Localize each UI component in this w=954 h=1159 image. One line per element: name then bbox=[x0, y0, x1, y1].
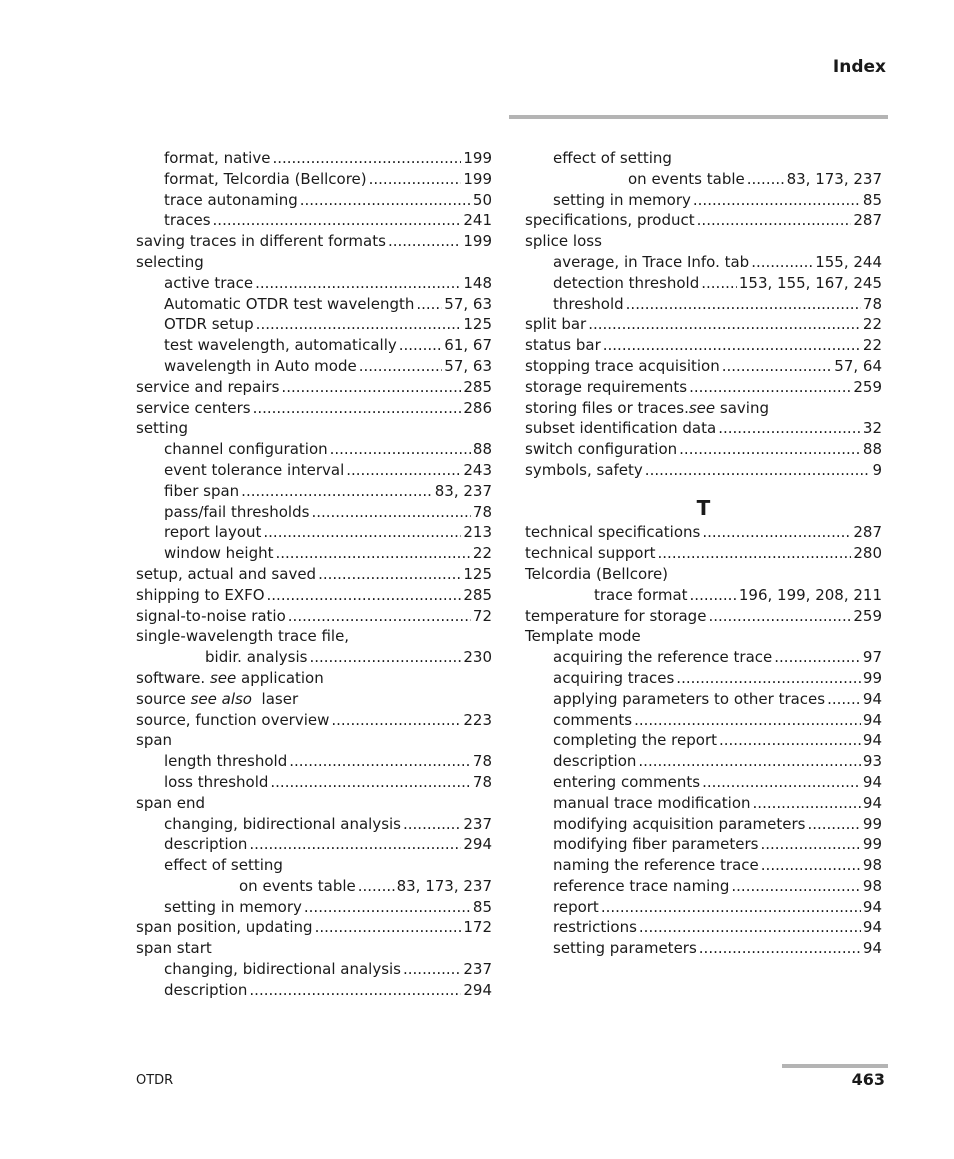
dot-leader bbox=[701, 273, 737, 294]
index-term: manual trace modification bbox=[553, 793, 751, 812]
index-term: pass/fail thresholds bbox=[164, 502, 310, 521]
index-entry bbox=[525, 398, 882, 419]
index-entry bbox=[136, 917, 492, 938]
index-entry bbox=[525, 772, 882, 793]
index-entry bbox=[136, 814, 492, 835]
index-page-reference[interactable]: 88 bbox=[862, 440, 882, 459]
index-entry bbox=[136, 980, 492, 1001]
dot-leader bbox=[256, 314, 462, 335]
index-page-reference[interactable]: 294 bbox=[463, 835, 492, 854]
dot-leader bbox=[267, 585, 462, 606]
index-entry bbox=[136, 273, 492, 294]
dot-leader bbox=[747, 169, 785, 190]
index-term: shipping to EXFO bbox=[136, 585, 265, 604]
index-term: on events table bbox=[628, 169, 745, 188]
dot-leader bbox=[634, 710, 861, 731]
index-term: bidir. analysis bbox=[205, 648, 308, 667]
index-term: description bbox=[164, 835, 248, 854]
index-entry bbox=[525, 689, 882, 710]
index-page-reference[interactable]: 155, 244 bbox=[815, 252, 882, 271]
index-term: signal-to-noise ratio bbox=[136, 606, 286, 625]
index-entry bbox=[525, 190, 882, 211]
index-page-reference[interactable]: 241 bbox=[463, 211, 492, 230]
dot-leader bbox=[588, 314, 861, 335]
dot-leader bbox=[708, 606, 851, 627]
index-term: reference trace naming bbox=[553, 876, 730, 895]
dot-leader bbox=[697, 210, 852, 231]
index-term: setting in memory bbox=[164, 897, 302, 916]
index-page-reference[interactable]: 85 bbox=[862, 190, 882, 209]
index-term: selecting bbox=[136, 252, 204, 271]
index-term: setting bbox=[136, 419, 189, 438]
index-page-reference[interactable]: 243 bbox=[463, 460, 492, 479]
footer-product-name: OTDR bbox=[136, 1073, 174, 1088]
index-page-reference[interactable]: 22 bbox=[472, 544, 492, 563]
index-page-reference[interactable]: 280 bbox=[853, 544, 882, 563]
index-page-reference[interactable]: 285 bbox=[463, 377, 492, 396]
index-term: restrictions bbox=[553, 918, 637, 937]
index-term: trace format bbox=[594, 585, 688, 604]
index-page-reference[interactable]: 99 bbox=[862, 814, 882, 833]
index-term: entering comments bbox=[553, 772, 701, 791]
index-term: wavelength in Auto mode bbox=[164, 356, 357, 375]
index-entry bbox=[136, 210, 492, 231]
index-entry bbox=[136, 252, 492, 273]
index-entry bbox=[525, 335, 882, 356]
index-page-reference[interactable]: 94 bbox=[862, 731, 882, 750]
index-entry bbox=[525, 730, 882, 751]
index-entry bbox=[525, 439, 882, 460]
index-entry bbox=[136, 418, 492, 439]
index-page-reference[interactable]: 94 bbox=[862, 772, 882, 791]
index-page-reference[interactable]: 57, 63 bbox=[444, 356, 492, 375]
dot-leader bbox=[403, 814, 461, 835]
index-entry bbox=[136, 793, 492, 814]
index-term: naming the reference trace bbox=[553, 856, 759, 875]
index-entry bbox=[525, 585, 882, 606]
index-term: storing files or traces. bbox=[525, 398, 689, 417]
dot-leader bbox=[827, 689, 861, 710]
index-page-reference[interactable]: 230 bbox=[463, 648, 492, 667]
dot-leader bbox=[719, 730, 861, 751]
index-entry bbox=[136, 834, 492, 855]
index-entry bbox=[525, 564, 882, 585]
dot-leader bbox=[315, 917, 462, 938]
index-page-reference[interactable]: 78 bbox=[472, 772, 492, 791]
index-term: channel configuration bbox=[164, 440, 328, 459]
dot-leader bbox=[311, 502, 470, 523]
index-term: span position, updating bbox=[136, 918, 313, 937]
index-term: fiber span bbox=[164, 481, 240, 500]
dot-leader bbox=[249, 834, 461, 855]
index-entry bbox=[525, 543, 882, 564]
dot-leader bbox=[403, 959, 461, 980]
index-term: traces bbox=[164, 211, 211, 230]
dot-leader bbox=[731, 876, 861, 897]
index-entry bbox=[136, 522, 492, 543]
dot-leader bbox=[330, 439, 471, 460]
index-column-right bbox=[525, 148, 882, 959]
dot-leader bbox=[255, 273, 461, 294]
index-term: symbols, safety bbox=[525, 460, 643, 479]
index-term: format, Telcordia (Bellcore) bbox=[164, 169, 367, 188]
index-term: active trace bbox=[164, 273, 254, 292]
dot-leader bbox=[693, 190, 861, 211]
index-term: on events table bbox=[239, 876, 356, 895]
index-entry bbox=[136, 564, 492, 585]
index-page-reference[interactable]: 98 bbox=[862, 876, 882, 895]
index-term: technical specifications bbox=[525, 523, 701, 542]
header-rule bbox=[509, 115, 888, 119]
dot-leader bbox=[270, 772, 471, 793]
page-header-title: Index bbox=[832, 57, 886, 77]
index-term: single-wavelength trace file, bbox=[136, 627, 350, 646]
index-letter-heading: T bbox=[696, 495, 711, 520]
index-term: description bbox=[164, 980, 248, 999]
index-entry bbox=[136, 543, 492, 564]
index-term: threshold bbox=[553, 294, 624, 313]
index-entry bbox=[136, 481, 492, 502]
index-term: saving traces in different formats bbox=[136, 232, 386, 251]
dot-leader bbox=[304, 897, 471, 918]
index-entry bbox=[136, 398, 492, 419]
dot-leader bbox=[679, 439, 861, 460]
index-cross-reference: see bbox=[688, 398, 716, 417]
index-entry bbox=[136, 647, 492, 668]
dot-leader bbox=[658, 543, 852, 564]
index-page-reference[interactable]: 223 bbox=[463, 710, 492, 729]
index-term: span end bbox=[136, 793, 206, 812]
index-entry bbox=[525, 169, 882, 190]
index-entry bbox=[525, 606, 882, 627]
index-entry bbox=[136, 689, 492, 710]
index-entry bbox=[136, 314, 492, 335]
index-page-reference[interactable]: 9 bbox=[872, 460, 882, 479]
index-page-reference[interactable]: 78 bbox=[472, 752, 492, 771]
index-entry bbox=[525, 460, 882, 481]
index-term: splice loss bbox=[525, 232, 602, 251]
dot-leader bbox=[416, 294, 442, 315]
index-entry bbox=[525, 897, 882, 918]
index-entry bbox=[525, 273, 882, 294]
index-term: comments bbox=[553, 710, 633, 729]
index-entry bbox=[136, 855, 492, 876]
index-entry bbox=[136, 730, 492, 751]
dot-leader bbox=[358, 876, 395, 897]
dot-leader bbox=[289, 751, 471, 772]
index-term: span start bbox=[136, 939, 212, 958]
index-page-reference[interactable]: 199 bbox=[463, 232, 492, 251]
index-term: status bar bbox=[525, 336, 601, 355]
index-entry bbox=[136, 751, 492, 772]
index-term: OTDR setup bbox=[164, 315, 254, 334]
index-page-reference[interactable]: 88 bbox=[472, 440, 492, 459]
index-term: changing, bidirectional analysis bbox=[164, 814, 401, 833]
index-entry bbox=[525, 294, 882, 315]
index-term: trace autonaming bbox=[164, 190, 298, 209]
dot-leader bbox=[601, 897, 861, 918]
dot-leader bbox=[213, 210, 462, 231]
index-term: setting in memory bbox=[553, 190, 691, 209]
dot-leader bbox=[645, 460, 871, 481]
dot-leader bbox=[718, 418, 861, 439]
index-page-reference[interactable]: 32 bbox=[862, 419, 882, 438]
index-page-reference[interactable]: 199 bbox=[463, 149, 492, 167]
dot-leader bbox=[689, 377, 851, 398]
index-entry bbox=[136, 710, 492, 731]
index-entry bbox=[525, 356, 882, 377]
dot-leader bbox=[702, 772, 861, 793]
index-page-reference[interactable]: 78 bbox=[862, 294, 882, 313]
index-page-reference[interactable]: 78 bbox=[472, 502, 492, 521]
index-entry bbox=[136, 231, 492, 252]
dot-leader bbox=[676, 668, 861, 689]
index-entry bbox=[525, 668, 882, 689]
index-entry bbox=[525, 626, 882, 647]
index-cross-reference: see also bbox=[190, 689, 252, 708]
dot-leader bbox=[638, 751, 861, 772]
dot-leader bbox=[626, 294, 861, 315]
index-page-reference[interactable]: 85 bbox=[472, 897, 492, 916]
index-column-left bbox=[136, 148, 492, 1001]
index-entry bbox=[136, 668, 492, 689]
index-term: specifications, product bbox=[525, 211, 695, 230]
index-page-reference[interactable]: 97 bbox=[862, 648, 882, 667]
footer-page-number: 463 bbox=[851, 1070, 885, 1089]
index-page-reference[interactable]: 237 bbox=[463, 960, 492, 979]
index-page-reference[interactable]: 94 bbox=[862, 897, 882, 916]
index-term: source bbox=[136, 689, 191, 708]
dot-leader bbox=[276, 543, 471, 564]
dot-leader bbox=[760, 834, 860, 855]
index-entry bbox=[525, 148, 882, 169]
index-entry bbox=[136, 169, 492, 190]
index-entry bbox=[136, 606, 492, 627]
index-page-reference[interactable]: 286 bbox=[463, 398, 492, 417]
dot-leader bbox=[318, 564, 461, 585]
index-page-reference[interactable]: 94 bbox=[862, 939, 882, 958]
index-term: stopping trace acquisition bbox=[525, 356, 720, 375]
dot-leader bbox=[807, 814, 860, 835]
dot-leader bbox=[272, 148, 461, 169]
index-term: window height bbox=[164, 544, 274, 563]
index-entry bbox=[525, 647, 882, 668]
index-page-reference[interactable]: 237 bbox=[463, 814, 492, 833]
index-entry bbox=[525, 418, 882, 439]
dot-leader bbox=[263, 522, 461, 543]
index-page-reference[interactable]: 83, 173, 237 bbox=[396, 876, 492, 895]
index-page-reference[interactable]: 94 bbox=[862, 918, 882, 937]
dot-leader bbox=[699, 938, 861, 959]
index-term: description bbox=[553, 752, 637, 771]
dot-leader bbox=[399, 335, 443, 356]
index-term: Automatic OTDR test wavelength bbox=[164, 294, 415, 313]
index-cross-reference: see bbox=[209, 668, 237, 687]
index-entry bbox=[525, 210, 882, 231]
index-page-reference[interactable]: 294 bbox=[463, 980, 492, 999]
index-entry bbox=[525, 522, 882, 543]
index-cross-reference-target: laser bbox=[252, 689, 299, 708]
index-cross-reference-target: application bbox=[236, 668, 324, 687]
index-page-reference[interactable]: 83, 237 bbox=[434, 481, 492, 500]
index-entry bbox=[136, 502, 492, 523]
dot-leader bbox=[241, 481, 433, 502]
index-page-reference[interactable]: 153, 155, 167, 245 bbox=[738, 273, 882, 292]
index-term: report bbox=[553, 897, 599, 916]
index-page-reference[interactable]: 287 bbox=[853, 523, 882, 542]
index-term: switch configuration bbox=[525, 440, 678, 459]
index-page-reference[interactable]: 22 bbox=[862, 315, 882, 334]
index-entry bbox=[136, 148, 492, 169]
index-entry bbox=[136, 460, 492, 481]
index-entry bbox=[136, 439, 492, 460]
index-term: setting parameters bbox=[553, 939, 697, 958]
index-page-reference[interactable]: 83, 173, 237 bbox=[786, 169, 882, 188]
index-term: source, function overview bbox=[136, 710, 330, 729]
dot-leader bbox=[751, 252, 813, 273]
index-term: average, in Trace Info. tab bbox=[553, 252, 750, 271]
index-page-reference[interactable]: 287 bbox=[853, 211, 882, 230]
index-term: technical support bbox=[525, 544, 656, 563]
dot-leader bbox=[369, 169, 462, 190]
index-entry bbox=[525, 814, 882, 835]
index-term: detection threshold bbox=[553, 273, 700, 292]
index-page-reference[interactable]: 72 bbox=[472, 606, 492, 625]
index-page-reference[interactable]: 99 bbox=[862, 668, 882, 687]
dot-leader bbox=[253, 398, 462, 419]
dot-leader bbox=[761, 855, 861, 876]
index-entry bbox=[136, 959, 492, 980]
index-term: subset identification data bbox=[525, 419, 717, 438]
index-term: Telcordia (Bellcore) bbox=[525, 564, 669, 583]
index-entry bbox=[525, 793, 882, 814]
index-term: loss threshold bbox=[164, 772, 269, 791]
index-entry bbox=[525, 876, 882, 897]
index-page-reference[interactable]: 125 bbox=[463, 315, 492, 334]
index-term: split bar bbox=[525, 315, 587, 334]
index-entry bbox=[525, 252, 882, 273]
index-term: modifying acquisition parameters bbox=[553, 814, 806, 833]
index-entry bbox=[136, 938, 492, 959]
index-entry bbox=[525, 314, 882, 335]
dot-leader bbox=[753, 793, 861, 814]
index-page-reference[interactable]: 57, 64 bbox=[834, 356, 882, 375]
index-entry bbox=[136, 356, 492, 377]
index-page-reference[interactable]: 148 bbox=[463, 273, 492, 292]
index-term: software. bbox=[136, 668, 210, 687]
index-term: Template mode bbox=[525, 627, 641, 646]
index-page-reference[interactable]: 94 bbox=[862, 710, 882, 729]
dot-leader bbox=[288, 606, 471, 627]
dot-leader bbox=[359, 356, 443, 377]
index-term: acquiring traces bbox=[553, 668, 675, 687]
dot-leader bbox=[722, 356, 833, 377]
index-entry bbox=[136, 294, 492, 315]
index-term: span bbox=[136, 731, 173, 750]
index-page-reference[interactable]: 213 bbox=[463, 523, 492, 542]
footer-rule bbox=[782, 1064, 888, 1068]
index-page-reference[interactable]: 125 bbox=[463, 564, 492, 583]
index-page-reference[interactable]: 93 bbox=[862, 752, 882, 771]
index-term: changing, bidirectional analysis bbox=[164, 960, 401, 979]
index-entry bbox=[136, 772, 492, 793]
index-page-reference[interactable]: 57, 63 bbox=[444, 294, 492, 313]
dot-leader bbox=[281, 377, 461, 398]
index-entry bbox=[136, 626, 492, 647]
index-cross-reference-target: saving bbox=[715, 398, 769, 417]
dot-leader bbox=[639, 917, 861, 938]
index-page-reference[interactable]: 61, 67 bbox=[444, 336, 492, 355]
index-entry bbox=[136, 897, 492, 918]
dot-leader bbox=[309, 647, 461, 668]
index-term: applying parameters to other traces bbox=[553, 689, 826, 708]
index-entry bbox=[136, 876, 492, 897]
index-page-reference[interactable]: 94 bbox=[862, 689, 882, 708]
index-term: service and repairs bbox=[136, 377, 280, 396]
index-term: temperature for storage bbox=[525, 606, 707, 625]
index-page-reference[interactable]: 94 bbox=[862, 793, 882, 812]
index-page-reference[interactable]: 259 bbox=[853, 377, 882, 396]
index-entry bbox=[525, 938, 882, 959]
index-entry bbox=[525, 855, 882, 876]
index-entry bbox=[525, 231, 882, 252]
index-page-reference[interactable]: 98 bbox=[862, 856, 882, 875]
index-term: report layout bbox=[164, 523, 262, 542]
index-entry bbox=[525, 917, 882, 938]
index-entry bbox=[525, 751, 882, 772]
index-term: setup, actual and saved bbox=[136, 564, 317, 583]
dot-leader bbox=[702, 522, 851, 543]
index-term: format, native bbox=[164, 149, 271, 167]
index-entry bbox=[136, 585, 492, 606]
index-term: test wavelength, automatically bbox=[164, 336, 397, 355]
index-term: event tolerance interval bbox=[164, 460, 345, 479]
index-term: modifying fiber parameters bbox=[553, 835, 759, 854]
index-page-reference[interactable]: 259 bbox=[853, 606, 882, 625]
index-term: length threshold bbox=[164, 752, 288, 771]
index-term: storage requirements bbox=[525, 377, 688, 396]
index-entry bbox=[136, 190, 492, 211]
index-entry bbox=[525, 710, 882, 731]
index-entry bbox=[136, 377, 492, 398]
index-page-reference[interactable]: 50 bbox=[472, 190, 492, 209]
dot-leader bbox=[603, 335, 861, 356]
index-term: completing the report bbox=[553, 731, 717, 750]
index-term: effect of setting bbox=[553, 149, 672, 167]
index-page-reference[interactable]: 22 bbox=[862, 336, 882, 355]
index-entry bbox=[136, 335, 492, 356]
dot-leader bbox=[690, 585, 737, 606]
index-term: service centers bbox=[136, 398, 251, 417]
index-entry bbox=[525, 834, 882, 855]
dot-leader bbox=[300, 190, 471, 211]
dot-leader bbox=[249, 980, 461, 1001]
dot-leader bbox=[346, 460, 461, 481]
index-term: effect of setting bbox=[164, 856, 283, 875]
index-page-reference[interactable]: 172 bbox=[463, 918, 492, 937]
index-page-reference[interactable]: 99 bbox=[862, 835, 882, 854]
index-entry bbox=[525, 377, 882, 398]
dot-leader bbox=[331, 710, 461, 731]
index-page-reference[interactable]: 199 bbox=[463, 169, 492, 188]
dot-leader bbox=[774, 647, 861, 668]
index-page-reference[interactable]: 285 bbox=[463, 585, 492, 604]
dot-leader bbox=[388, 231, 461, 252]
index-page-reference[interactable]: 196, 199, 208, 211 bbox=[738, 585, 882, 604]
index-term: acquiring the reference trace bbox=[553, 648, 773, 667]
